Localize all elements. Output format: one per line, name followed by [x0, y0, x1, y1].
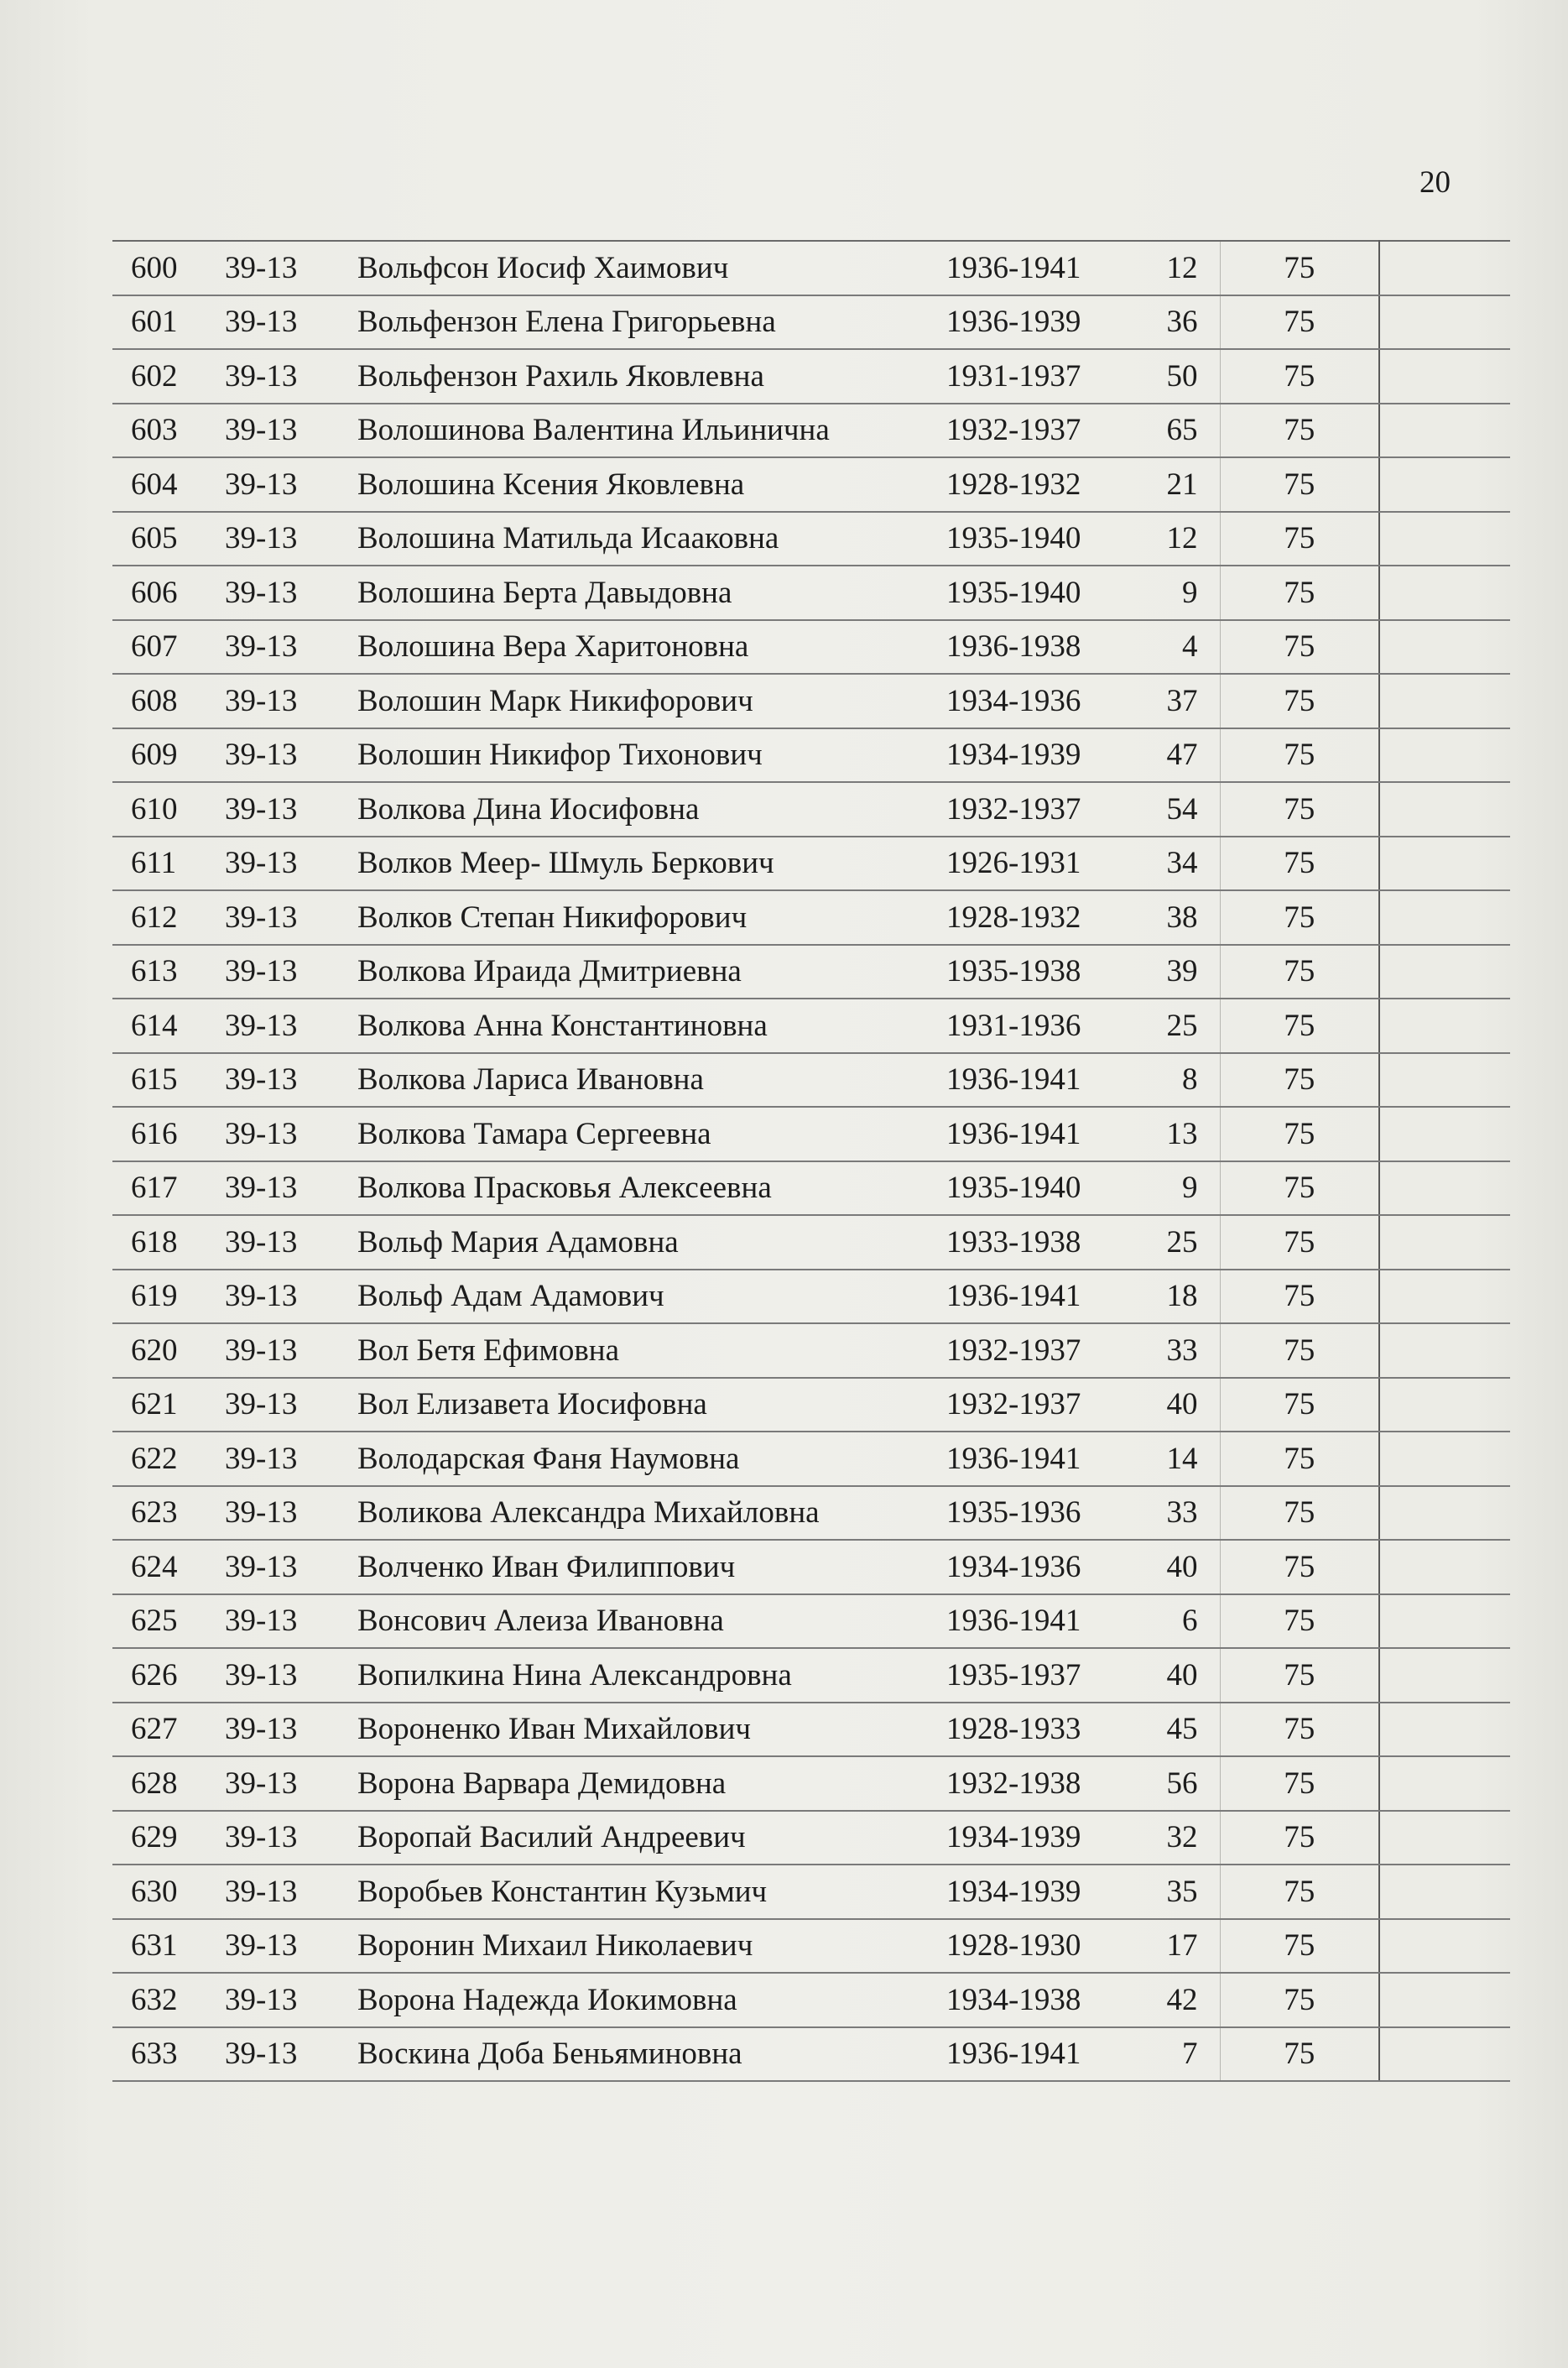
record-code: 39-13	[221, 1703, 356, 1757]
table-row	[112, 1432, 1510, 1486]
record-years: 1933-1938	[935, 1215, 1128, 1270]
record-term: 75	[1220, 1323, 1379, 1378]
record-code: 39-13	[221, 566, 356, 620]
table-row	[112, 349, 1510, 404]
record-code: 39-13	[221, 620, 356, 675]
record-number: 622	[112, 1432, 221, 1486]
empty-cell	[1379, 1648, 1510, 1703]
empty-cell	[1379, 620, 1510, 675]
record-code: 39-13	[221, 1323, 356, 1378]
record-count: 65	[1128, 404, 1220, 458]
record-term: 75	[1220, 349, 1379, 404]
record-code: 39-13	[221, 1270, 356, 1324]
empty-cell	[1379, 1215, 1510, 1270]
empty-cell	[1379, 349, 1510, 404]
record-number: 601	[112, 295, 221, 350]
record-name: Воскина Доба Беньяминовна	[356, 2027, 935, 2082]
table-row	[112, 1161, 1510, 1216]
record-name: Вольф Мария Адамовна	[356, 1215, 935, 1270]
record-years: 1928-1930	[935, 1919, 1128, 1974]
record-name: Волкова Анна Константиновна	[356, 999, 935, 1053]
record-code: 39-13	[221, 728, 356, 783]
empty-cell	[1379, 512, 1510, 566]
record-name: Волкова Тамара Сергеевна	[356, 1107, 935, 1161]
empty-cell	[1379, 1973, 1510, 2027]
record-name: Вольфензон Елена Григорьевна	[356, 295, 935, 350]
table-row	[112, 1703, 1510, 1757]
record-term: 75	[1220, 620, 1379, 675]
record-name: Волков Степан Никифорович	[356, 890, 935, 945]
empty-cell	[1379, 1323, 1510, 1378]
record-years: 1932-1937	[935, 1378, 1128, 1432]
table-row	[112, 674, 1510, 728]
record-name: Волошинова Валентина Ильинична	[356, 404, 935, 458]
record-years: 1935-1937	[935, 1648, 1128, 1703]
table-row	[112, 620, 1510, 675]
empty-cell	[1379, 1594, 1510, 1649]
record-years: 1936-1941	[935, 1270, 1128, 1324]
table-row	[112, 1594, 1510, 1649]
table-row	[112, 1865, 1510, 1919]
table-row	[112, 1973, 1510, 2027]
record-term: 75	[1220, 1540, 1379, 1594]
record-years: 1934-1936	[935, 1540, 1128, 1594]
record-term: 75	[1220, 1865, 1379, 1919]
record-number: 617	[112, 1161, 221, 1216]
record-count: 9	[1128, 566, 1220, 620]
record-code: 39-13	[221, 512, 356, 566]
record-code: 39-13	[221, 241, 356, 295]
table-row	[112, 1756, 1510, 1811]
record-count: 54	[1128, 782, 1220, 837]
record-code: 39-13	[221, 1811, 356, 1865]
record-number: 602	[112, 349, 221, 404]
record-name: Воробьев Константин Кузьмич	[356, 1865, 935, 1919]
record-code: 39-13	[221, 404, 356, 458]
record-count: 56	[1128, 1756, 1220, 1811]
record-number: 620	[112, 1323, 221, 1378]
record-years: 1932-1937	[935, 404, 1128, 458]
record-count: 33	[1128, 1486, 1220, 1541]
record-name: Воропай Василий Андреевич	[356, 1811, 935, 1865]
table-row	[112, 1540, 1510, 1594]
table-row	[112, 1919, 1510, 1974]
record-name: Волкова Дина Иосифовна	[356, 782, 935, 837]
record-count: 6	[1128, 1594, 1220, 1649]
record-number: 616	[112, 1107, 221, 1161]
record-number: 628	[112, 1756, 221, 1811]
record-name: Волошина Вера Харитоновна	[356, 620, 935, 675]
empty-cell	[1379, 999, 1510, 1053]
empty-cell	[1379, 837, 1510, 891]
table-row	[112, 1811, 1510, 1865]
record-term: 75	[1220, 1378, 1379, 1432]
record-years: 1932-1937	[935, 1323, 1128, 1378]
record-code: 39-13	[221, 999, 356, 1053]
record-term: 75	[1220, 837, 1379, 891]
record-term: 75	[1220, 404, 1379, 458]
record-code: 39-13	[221, 1594, 356, 1649]
record-term: 75	[1220, 1432, 1379, 1486]
empty-cell	[1379, 1486, 1510, 1541]
record-count: 40	[1128, 1648, 1220, 1703]
record-number: 624	[112, 1540, 221, 1594]
record-years: 1934-1939	[935, 728, 1128, 783]
record-name: Волошин Марк Никифорович	[356, 674, 935, 728]
record-number: 606	[112, 566, 221, 620]
table-row	[112, 457, 1510, 512]
record-count: 14	[1128, 1432, 1220, 1486]
record-name: Ворона Надежда Иокимовна	[356, 1973, 935, 2027]
table-row	[112, 837, 1510, 891]
record-code: 39-13	[221, 837, 356, 891]
empty-cell	[1379, 1053, 1510, 1108]
record-term: 75	[1220, 674, 1379, 728]
record-years: 1934-1939	[935, 1865, 1128, 1919]
empty-cell	[1379, 1865, 1510, 1919]
record-name: Волошина Матильда Исааковна	[356, 512, 935, 566]
record-years: 1934-1938	[935, 1973, 1128, 2027]
empty-cell	[1379, 1270, 1510, 1324]
record-count: 33	[1128, 1323, 1220, 1378]
record-count: 40	[1128, 1540, 1220, 1594]
table-row	[112, 1486, 1510, 1541]
record-code: 39-13	[221, 1486, 356, 1541]
record-name: Волошин Никифор Тихонович	[356, 728, 935, 783]
empty-cell	[1379, 1161, 1510, 1216]
record-code: 39-13	[221, 1215, 356, 1270]
record-name: Волков Меер- Шмуль Беркович	[356, 837, 935, 891]
record-number: 609	[112, 728, 221, 783]
record-count: 47	[1128, 728, 1220, 783]
table-row	[112, 728, 1510, 783]
record-term: 75	[1220, 2027, 1379, 2082]
record-count: 45	[1128, 1703, 1220, 1757]
record-code: 39-13	[221, 782, 356, 837]
record-code: 39-13	[221, 295, 356, 350]
record-name: Волкова Прасковья Алексеевна	[356, 1161, 935, 1216]
record-term: 75	[1220, 1703, 1379, 1757]
empty-cell	[1379, 241, 1510, 295]
record-number: 629	[112, 1811, 221, 1865]
record-years: 1936-1941	[935, 241, 1128, 295]
record-number: 626	[112, 1648, 221, 1703]
page-number: 20	[1420, 165, 1451, 200]
record-years: 1936-1941	[935, 1432, 1128, 1486]
empty-cell	[1379, 1811, 1510, 1865]
table-row	[112, 1323, 1510, 1378]
record-code: 39-13	[221, 1973, 356, 2027]
empty-cell	[1379, 1432, 1510, 1486]
table-row	[112, 1378, 1510, 1432]
record-term: 75	[1220, 457, 1379, 512]
record-count: 17	[1128, 1919, 1220, 1974]
table-row	[112, 2027, 1510, 2082]
record-years: 1928-1933	[935, 1703, 1128, 1757]
table-row	[112, 566, 1510, 620]
record-term: 75	[1220, 1756, 1379, 1811]
record-term: 75	[1220, 1270, 1379, 1324]
record-number: 612	[112, 890, 221, 945]
record-number: 619	[112, 1270, 221, 1324]
record-count: 21	[1128, 457, 1220, 512]
empty-cell	[1379, 728, 1510, 783]
record-term: 75	[1220, 782, 1379, 837]
record-years: 1936-1941	[935, 1594, 1128, 1649]
record-term: 75	[1220, 1107, 1379, 1161]
record-code: 39-13	[221, 1053, 356, 1108]
record-count: 13	[1128, 1107, 1220, 1161]
record-years: 1936-1939	[935, 295, 1128, 350]
record-count: 4	[1128, 620, 1220, 675]
record-code: 39-13	[221, 1161, 356, 1216]
record-count: 40	[1128, 1378, 1220, 1432]
record-name: Волошина Берта Давыдовна	[356, 566, 935, 620]
record-term: 75	[1220, 890, 1379, 945]
record-years: 1935-1940	[935, 512, 1128, 566]
record-name: Вол Елизавета Иосифовна	[356, 1378, 935, 1432]
table-row	[112, 782, 1510, 837]
record-name: Воронин Михаил Николаевич	[356, 1919, 935, 1974]
record-term: 75	[1220, 1215, 1379, 1270]
record-number: 614	[112, 999, 221, 1053]
record-years: 1935-1940	[935, 1161, 1128, 1216]
record-count: 37	[1128, 674, 1220, 728]
record-number: 611	[112, 837, 221, 891]
record-term: 75	[1220, 1919, 1379, 1974]
record-years: 1936-1941	[935, 1053, 1128, 1108]
record-number: 631	[112, 1919, 221, 1974]
empty-cell	[1379, 1919, 1510, 1974]
record-term: 75	[1220, 1648, 1379, 1703]
record-code: 39-13	[221, 1648, 356, 1703]
record-number: 618	[112, 1215, 221, 1270]
record-term: 75	[1220, 1486, 1379, 1541]
record-count: 38	[1128, 890, 1220, 945]
record-years: 1935-1938	[935, 945, 1128, 999]
record-count: 50	[1128, 349, 1220, 404]
record-name: Володарская Фаня Наумовна	[356, 1432, 935, 1486]
record-count: 12	[1128, 241, 1220, 295]
record-number: 603	[112, 404, 221, 458]
record-number: 632	[112, 1973, 221, 2027]
record-number: 607	[112, 620, 221, 675]
record-number: 615	[112, 1053, 221, 1108]
table-row	[112, 1270, 1510, 1324]
record-code: 39-13	[221, 1540, 356, 1594]
record-years: 1932-1938	[935, 1756, 1128, 1811]
record-number: 600	[112, 241, 221, 295]
empty-cell	[1379, 890, 1510, 945]
record-count: 18	[1128, 1270, 1220, 1324]
record-code: 39-13	[221, 457, 356, 512]
record-number: 627	[112, 1703, 221, 1757]
record-years: 1936-1938	[935, 620, 1128, 675]
record-name: Вонсович Алеиза Ивановна	[356, 1594, 935, 1649]
record-name: Воликова Александра Михайловна	[356, 1486, 935, 1541]
record-term: 75	[1220, 945, 1379, 999]
record-term: 75	[1220, 1594, 1379, 1649]
record-number: 621	[112, 1378, 221, 1432]
record-number: 623	[112, 1486, 221, 1541]
empty-cell	[1379, 945, 1510, 999]
record-term: 75	[1220, 512, 1379, 566]
record-count: 25	[1128, 999, 1220, 1053]
record-code: 39-13	[221, 674, 356, 728]
record-term: 75	[1220, 1053, 1379, 1108]
record-years: 1926-1931	[935, 837, 1128, 891]
record-term: 75	[1220, 566, 1379, 620]
record-term: 75	[1220, 295, 1379, 350]
records-table-body	[112, 241, 1510, 2081]
empty-cell	[1379, 1107, 1510, 1161]
empty-cell	[1379, 457, 1510, 512]
empty-cell	[1379, 404, 1510, 458]
table-row	[112, 241, 1510, 295]
records-table	[112, 240, 1510, 2082]
record-name: Вольфсон Иосиф Хаимович	[356, 241, 935, 295]
record-code: 39-13	[221, 1378, 356, 1432]
record-number: 633	[112, 2027, 221, 2082]
record-code: 39-13	[221, 2027, 356, 2082]
record-years: 1934-1939	[935, 1811, 1128, 1865]
table-row	[112, 295, 1510, 350]
empty-cell	[1379, 1540, 1510, 1594]
record-number: 604	[112, 457, 221, 512]
record-name: Ворона Варвара Демидовна	[356, 1756, 935, 1811]
record-code: 39-13	[221, 1865, 356, 1919]
record-code: 39-13	[221, 1432, 356, 1486]
record-term: 75	[1220, 1973, 1379, 2027]
record-name: Волошина Ксения Яковлевна	[356, 457, 935, 512]
record-term: 75	[1220, 1811, 1379, 1865]
empty-cell	[1379, 1703, 1510, 1757]
record-term: 75	[1220, 728, 1379, 783]
record-code: 39-13	[221, 1756, 356, 1811]
record-count: 39	[1128, 945, 1220, 999]
record-term: 75	[1220, 999, 1379, 1053]
record-count: 32	[1128, 1811, 1220, 1865]
record-number: 610	[112, 782, 221, 837]
record-years: 1936-1941	[935, 2027, 1128, 2082]
record-number: 608	[112, 674, 221, 728]
record-code: 39-13	[221, 1919, 356, 1974]
record-count: 8	[1128, 1053, 1220, 1108]
table-row	[112, 1107, 1510, 1161]
record-number: 613	[112, 945, 221, 999]
table-row	[112, 1215, 1510, 1270]
record-number: 605	[112, 512, 221, 566]
empty-cell	[1379, 2027, 1510, 2082]
record-name: Вороненко Иван Михайлович	[356, 1703, 935, 1757]
empty-cell	[1379, 674, 1510, 728]
empty-cell	[1379, 1756, 1510, 1811]
empty-cell	[1379, 295, 1510, 350]
table-row	[112, 1053, 1510, 1108]
record-term: 75	[1220, 1161, 1379, 1216]
record-count: 36	[1128, 295, 1220, 350]
record-years: 1935-1936	[935, 1486, 1128, 1541]
record-years: 1934-1936	[935, 674, 1128, 728]
empty-cell	[1379, 782, 1510, 837]
record-years: 1935-1940	[935, 566, 1128, 620]
record-name: Вольф Адам Адамович	[356, 1270, 935, 1324]
record-years: 1928-1932	[935, 890, 1128, 945]
table-row	[112, 1648, 1510, 1703]
record-name: Волкова Ираида Дмитриевна	[356, 945, 935, 999]
table-row	[112, 512, 1510, 566]
empty-cell	[1379, 566, 1510, 620]
record-count: 12	[1128, 512, 1220, 566]
record-count: 25	[1128, 1215, 1220, 1270]
record-name: Волченко Иван Филиппович	[356, 1540, 935, 1594]
record-years: 1931-1936	[935, 999, 1128, 1053]
table-row	[112, 945, 1510, 999]
record-term: 75	[1220, 241, 1379, 295]
record-name: Вол Бетя Ефимовна	[356, 1323, 935, 1378]
table-row	[112, 999, 1510, 1053]
record-code: 39-13	[221, 890, 356, 945]
record-number: 630	[112, 1865, 221, 1919]
record-count: 34	[1128, 837, 1220, 891]
record-count: 42	[1128, 1973, 1220, 2027]
record-count: 7	[1128, 2027, 1220, 2082]
record-number: 625	[112, 1594, 221, 1649]
record-code: 39-13	[221, 1107, 356, 1161]
record-years: 1932-1937	[935, 782, 1128, 837]
table-row	[112, 890, 1510, 945]
table-row	[112, 404, 1510, 458]
record-count: 9	[1128, 1161, 1220, 1216]
record-name: Вопилкина Нина Александровна	[356, 1648, 935, 1703]
record-code: 39-13	[221, 945, 356, 999]
record-code: 39-13	[221, 349, 356, 404]
empty-cell	[1379, 1378, 1510, 1432]
record-years: 1928-1932	[935, 457, 1128, 512]
record-name: Вольфензон Рахиль Яковлевна	[356, 349, 935, 404]
record-name: Волкова Лариса Ивановна	[356, 1053, 935, 1108]
record-years: 1936-1941	[935, 1107, 1128, 1161]
record-count: 35	[1128, 1865, 1220, 1919]
record-years: 1931-1937	[935, 349, 1128, 404]
